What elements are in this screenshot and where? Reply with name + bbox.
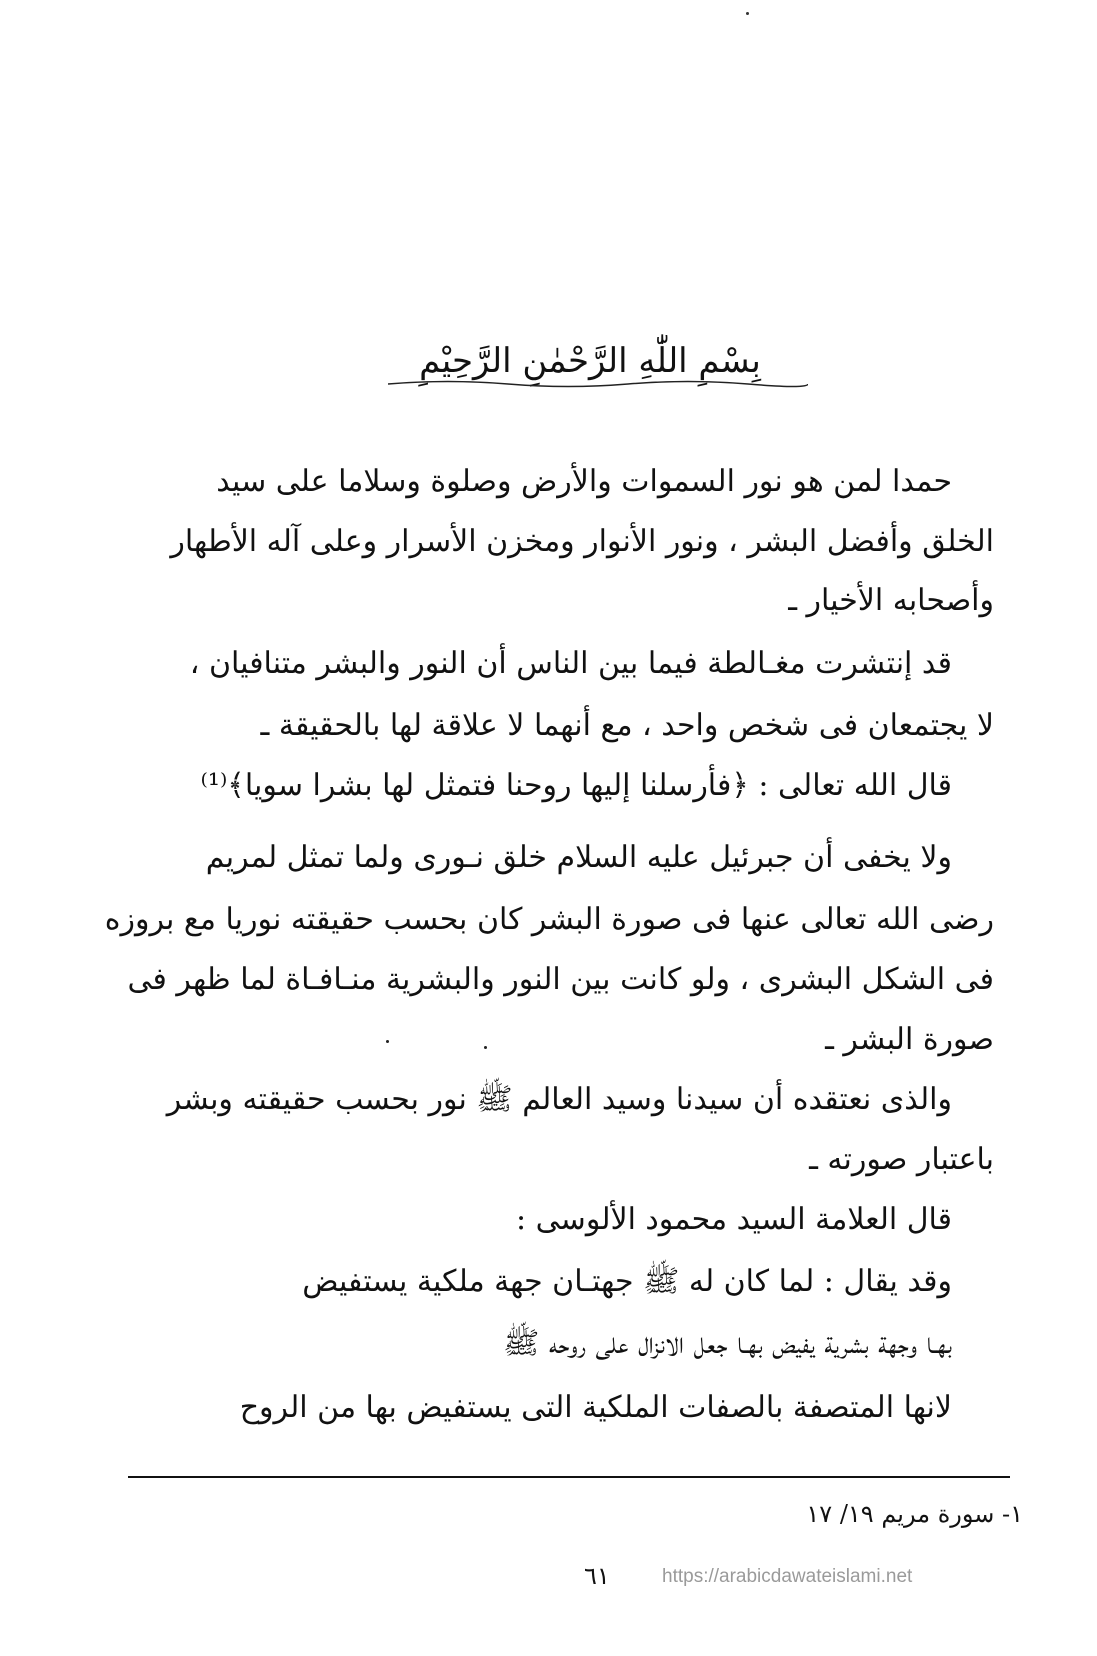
scan-speck (386, 1040, 389, 1043)
footnote: ١- سورة مريم ١٩/ ١٧ (806, 1500, 1023, 1528)
text-line: والذى نعتقده أن سيدنا وسيد العالم ﷺ نور بحسب حقيقته وبشر (166, 1082, 952, 1117)
text-line: ولا يخفى أن جبرئيل عليه السلام خلق نـورى ولما تمثل لمريم (205, 840, 952, 875)
scan-speck (746, 12, 749, 15)
basmala-heading: بِسْمِ اللّٰهِ الرَّحْمٰنِ الرَّحِيْمِ (419, 341, 761, 381)
scan-speck (484, 1046, 487, 1049)
text-line: قال الله تعالى : ﴿فأرسلنا إليها روحنا فتمثل لها بشرا سويا﴾⁽¹⁾ (200, 768, 952, 803)
text-line: وقد يقال : لما كان له ﷺ جهتـان جهة ملكية يستفيض (302, 1264, 952, 1299)
text-line: لانها المتصفة بالصفات الملكية التى يستفيض بها من الروح (239, 1390, 952, 1425)
text-line: باعتبار صورته ـ (809, 1142, 994, 1177)
footnote-divider (128, 1476, 1010, 1478)
text-line: حمدا لمن هو نور السموات والأرض وصلوة وسلاما على سيد (216, 464, 952, 499)
text-line: قال العلامة السيد محمود الألوسى : (516, 1202, 952, 1237)
page-number: ٦١ (584, 1562, 610, 1590)
watermark-url: https://arabicdawateislami.net (662, 1566, 913, 1587)
text-line: الخلق وأفضل البشر ، ونور الأنوار ومخزن الأسرار وعلى آله الأطهار (170, 524, 994, 559)
text-line: صورة البشر ـ (825, 1022, 994, 1057)
text-line: فى الشكل البشرى ، ولو كانت بين النور والبشرية منـافـاة لما ظهر فى (127, 962, 994, 997)
text-line: بهـا وجهة بشرية يفيض بهـا جعل الانزال على روحه ﷺ (503, 1326, 952, 1361)
text-line: لا يجتمعان فى شخص واحد ، مع أنهما لا علاقة لها بالحقيقة ـ (260, 708, 994, 743)
text-line: قد إنتشرت مغـالطة فيما بين الناس أن النور والبشر متنافيان ، (189, 646, 952, 681)
basmala-flourish (388, 378, 808, 388)
text-line: رضى الله تعالى عنها فى صورة البشر كان بحسب حقيقته نوريا مع بروزه (104, 902, 994, 937)
text-line: وأصحابه الأخيار ـ (788, 583, 994, 618)
